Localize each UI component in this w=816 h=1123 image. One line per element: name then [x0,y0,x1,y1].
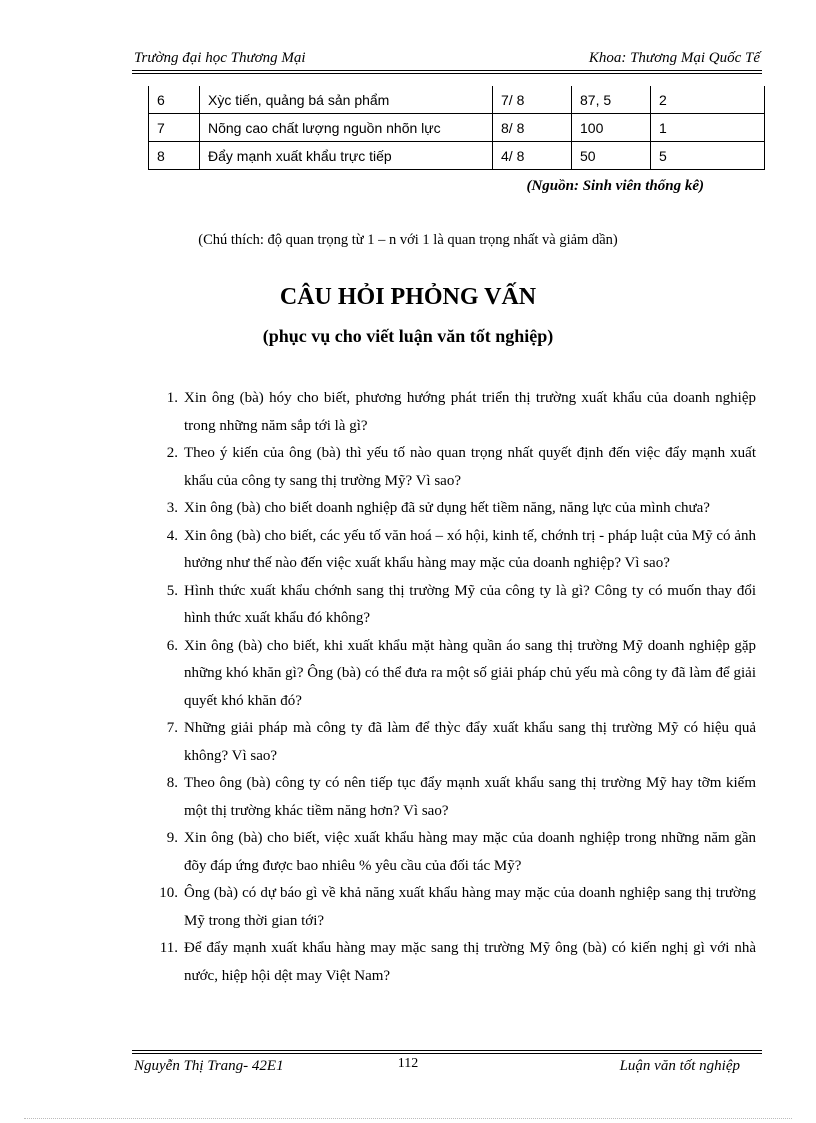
list-item [152,578,756,633]
list-item [152,825,756,880]
table-cell: 2 [651,86,765,114]
header-school: Trường đại học Thương Mại [134,50,306,66]
header-faculty: Khoa: Thương Mại Quốc Tế [588,50,760,66]
question-number: 4. [166,527,178,544]
question-list [152,385,756,990]
header-rule-bottom [132,73,762,74]
question-text: Xin ông (bà) cho biết, khi xuất khẩu mặt hàng quần áo sang thị trường Mỹ doanh nghiệp gặp những khó khăn gì? Ông (bà) có thể đưa ra một số giải pháp chủ yếu mà công ty đã làm để giải quyết khó khăn đó? [184,637,756,709]
table-source: (Nguồn: Sinh viên thống kê) [526,178,704,194]
list-item [152,715,756,770]
question-text: Xin ông (bà) cho biết, việc xuất khẩu hàng may mặc của doanh nghiệp trong những năm gần đõy đáp ứng được bao nhiêu % yêu cầu của đối tác Mỹ? [184,830,756,874]
table-cell: 6 [149,86,200,114]
table-cell: 1 [651,114,765,142]
table-cell: Xỳc tiến, quảng bá sản phẩm [200,86,493,114]
table-cell: Nõng cao chất lượng nguồn nhõn lực [200,114,493,142]
question-text: Hình thức xuất khẩu chớnh sang thị trường Mỹ của công ty là gì? Công ty có muốn thay đổi hình thức xuất khẩu đó không? [184,582,756,626]
table-cell: 5 [651,142,765,170]
question-number: 2. [166,445,178,461]
footer-rule-bottom [132,1053,762,1054]
question-number: 9. [166,830,178,846]
page-title: CÂU HỎI PHỎNG VẤN [279,284,537,310]
question-number: 11. [159,940,178,956]
table-row [149,142,765,170]
list-item [152,633,756,716]
question-number: 3. [166,500,178,516]
question-text: Xin ông (bà) cho biết, các yếu tố văn hoá – xó hội, kinh tế, chớnh trị - pháp luật của Mỹ có ảnh hưởng như thế nào đến việc xuất khẩu hàng may mặc của doanh nghiệp? Vì sao? [184,527,756,571]
table-cell: 7 [149,114,200,142]
question-text: Theo ý kiến của ông (bà) thì yếu tố nào quan trọng nhất quyết định đến việc đẩy mạnh xuất khẩu của công ty sang thị trường Mỹ? Vì sao? [184,445,756,489]
footer-rule-top [132,1050,762,1051]
table-row [149,114,765,142]
page-subtitle: (phục vụ cho viết luận văn tốt nghiệp) [262,326,554,346]
list-item [152,770,756,825]
table-cell: 7/ 8 [493,86,572,114]
question-text: Xin ông (bà) cho biết doanh nghiệp đã sử dụng hết tiềm năng, năng lực của mình chưa? [184,500,710,516]
header-rule-top [132,70,762,71]
evaluation-table [148,86,765,170]
table-row [149,86,765,114]
table-cell: 50 [572,142,651,170]
page-bottom-divider [24,1118,792,1119]
table-note: (Chú thích: độ quan trọng từ 1 – n với 1 là quan trọng nhất và giảm dần) [198,232,618,248]
question-number: 1. [166,390,178,406]
question-text: Xin ông (bà) hóy cho biết, phương hướng phát triển thị trường xuất khẩu của doanh nghiệp trong những năm sắp tới là gì? [184,390,756,434]
question-number: 10. [159,885,178,901]
footer-author: Nguyễn Thị Trang- 42E1 [134,1058,284,1074]
question-number: 6. [166,637,178,654]
question-text: Theo ông (bà) công ty có nên tiếp tục đẩy mạnh xuất khẩu sang thị trường Mỹ hay tỡm kiếm một thị trường khác tiềm năng hơn? Vì sao? [184,775,756,819]
question-number: 8. [166,775,178,791]
question-text: Để đẩy mạnh xuất khẩu hàng may mặc sang thị trường Mỹ ông (bà) có kiến nghị gì với nhà nước, hiệp hội dệt may Việt Nam? [184,940,756,984]
list-item [152,495,756,523]
table-cell: 8 [149,142,200,170]
question-text: Những giải pháp mà công ty đã làm để thỳc đẩy xuất khẩu sang thị trường Mỹ có hiệu quả không? Vì sao? [184,720,756,764]
question-number: 5. [166,582,178,599]
table-cell: Đẩy mạnh xuất khẩu trực tiếp [200,142,493,170]
table-cell: 4/ 8 [493,142,572,170]
table-cell: 100 [572,114,651,142]
list-item [152,935,756,990]
table-cell: 87, 5 [572,86,651,114]
list-item [152,523,756,578]
list-item [152,440,756,495]
question-text: Ông (bà) có dự báo gì về khả năng xuất khẩu hàng may mặc của doanh nghiệp sang thị trường Mỹ trong thời gian tới? [184,885,756,929]
list-item [152,880,756,935]
footer-doc-type: Luận văn tốt nghiệp [619,1058,740,1074]
question-number: 7. [166,720,178,736]
table-cell: 8/ 8 [493,114,572,142]
page-number: 112 [397,1056,419,1071]
list-item [152,385,756,440]
